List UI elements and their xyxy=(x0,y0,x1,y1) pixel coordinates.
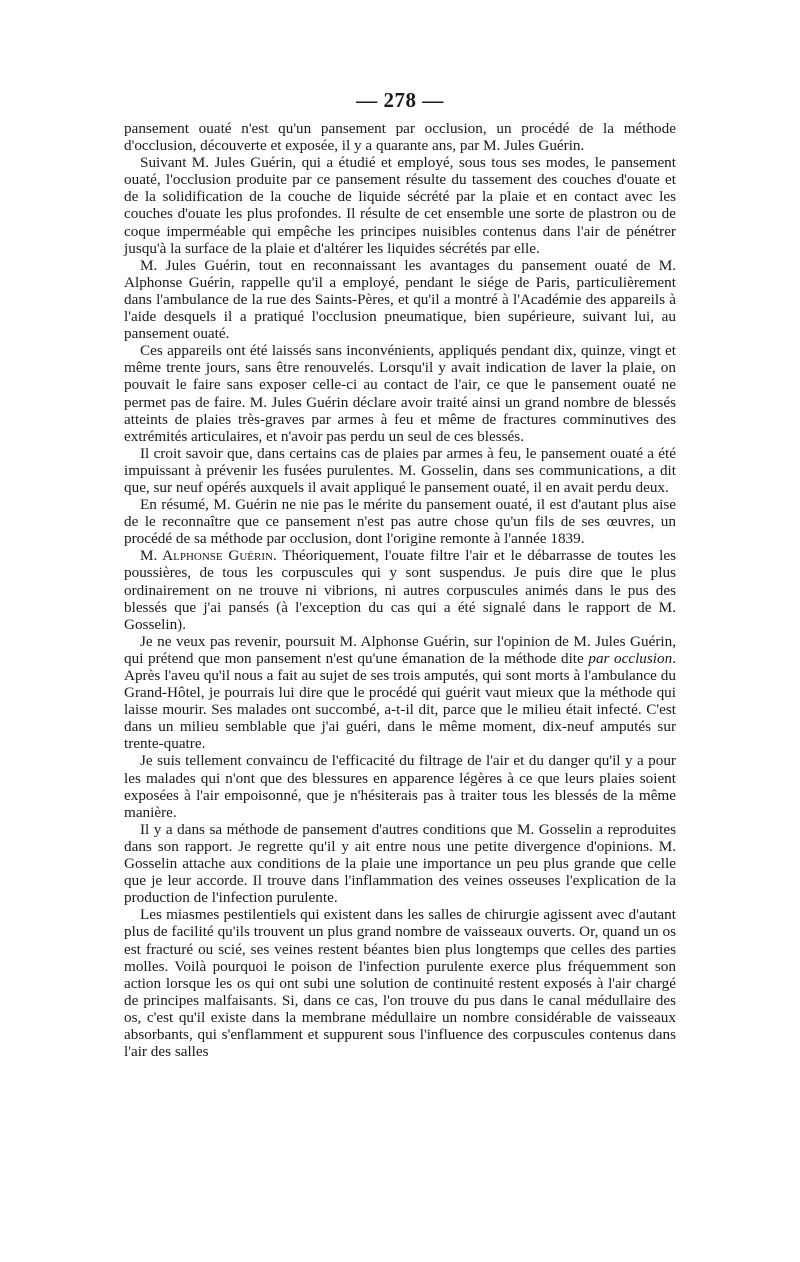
paragraph-9: Je suis tellement convaincu de l'efficacité du filtrage de l'air et du danger qu'il y a pour les malades qui n'ont que des blessures en apparence légères à ce que leurs plaies soient exposées à l'air empoisonné, que je n'hésiterais pas à traiter tous les blessés de la même manière. xyxy=(124,752,676,821)
paragraph-4: Ces appareils ont été laissés sans inconvénients, appliqués pendant dix, quinze, vingt et même trente jours, sans être renouvelés. Lorsqu'il y avait indication de laver la plaie, on pouvait le faire sans exposer celle-ci au contact de l'air, ce que le pansement ouaté ne permet pas de faire. M. Jules Guérin déclare avoir traité ainsi un grand nombre de blessés atteints de plaies très-graves par armes à feu et même de fractures comminutives des extrémités articulaires, et n'avoir pas perdu un seul de ces blessés. xyxy=(124,342,676,445)
paragraph-8-text-after: . Après l'aveu qu'il nous a fait au sujet de ses trois amputés, qui sont morts à l'ambulance du Grand-Hôtel, je pourrais lui dire que le procédé qui guérit vaut mieux que la méthode qui laisse mourir. Ses malades ont succombé, a-t-il dit, parce que le milieu était infecté. C'est dans un milieu semblable que j'ai guéri, dans le même moment, dix-neuf amputés sur trente-quatre. xyxy=(124,649,677,753)
page-number: — 278 — xyxy=(356,88,444,112)
paragraph-7-text: Théoriquement, l'ouate filtre l'air et le débarrasse de toutes les poussières, de tous les corpuscules qui y sont suspendus. Je puis dire que le plus ordinairement on ne trouve ni vibrions, ni autres corpuscules animés dans le pus des blessés que j'ai pansés (à l'exception du cas qui a été signalé dans le rapport de M. Gosselin). xyxy=(124,547,676,633)
paragraph-11: Les miasmes pestilentiels qui existent dans les salles de chirurgie agissent avec d'autant plus de facilité qu'ils trouvent un plus grand nombre de vaisseaux ouverts. Or, quand un os est fracturé ou scié, ses veines restent béantes bien plus longtemps que celles des parties molles. Voilà pourquoi le poison de l'infection purulente exerce plus fréquemment son action lorsque les os qui ont subi une solution de continuité restent exposés à l'air chargé de principes malfaisants. Si, dans ce cas, l'on trouve du pus dans le canal médullaire des os, c'est qu'il existe dans la membrane médullaire un nombre considérable de vaisseaux absorbants, qui s'enflamment et suppurent sous l'influence des corpuscules contenus dans l'air des salles xyxy=(124,906,676,1061)
paragraph-8-text-before: Je ne veux pas revenir, poursuit M. Alphonse Guérin, sur l'opinion de M. Jules Guérin, qui prétend que mon pansement n'est qu'une émanation de la méthode dite xyxy=(124,632,676,667)
paragraph-3: M. Jules Guérin, tout en reconnaissant les avantages du pansement ouaté de M. Alphonse Guérin, rappelle qu'il a employé, pendant le siége de Paris, particulièrement dans l'ambulance de la rue des Saints-Pères, et qu'il a montré à l'Académie des appareils à l'aide desquels il a pratiqué l'occlusion pneumatique, bien supérieure, suivant lui, au pansement ouaté. xyxy=(124,256,676,343)
paragraph-2: Suivant M. Jules Guérin, qui a étudié et employé, sous tous ses modes, le pansement ouaté, l'occlusion produite par ce pansement résulte du tassement des couches d'ouate et de la solidification de la couche de liquide sécrété par la plaie et en contact avec les couches d'ouate les plus profondes. Il résulte de cet ensemble une sorte de plastron ou de coque imperméable qui empêche les principes nuisibles contenus dans l'air de pénétrer jusqu'à la surface de la plaie et d'altérer les liquides sécrétés par elle. xyxy=(124,154,676,257)
paragraph-6: En résumé, M. Guérin ne nie pas le mérite du pansement ouaté, il est d'autant plus aise de le reconnaître que ce pansement n'est pas autre chose qu'un fils de ses œuvres, un procédé de sa méthode par occlusion, dont l'origine remonte à l'année 1839. xyxy=(124,496,676,548)
paragraph-8 xyxy=(124,633,676,753)
paragraph-5: Il croit savoir que, dans certains cas de plaies par armes à feu, le pansement ouaté a été impuissant à prévenir les fusées purulentes. M. Gosselin, dans ses communications, a dit que, sur neuf opérés auxquels il avait appliqué le pansement ouaté, il en avait perdu deux. xyxy=(124,444,676,496)
paragraph-1: pansement ouaté n'est qu'un pansement par occlusion, un procédé de la méthode d'occlusion, découverte et exposée, il y a quarante ans, par M. Jules Guérin. xyxy=(124,120,676,155)
speaker-name: M. Alphonse Guérin. xyxy=(140,547,277,565)
paragraph-8-italic: par occlusion xyxy=(588,649,673,667)
paragraph-10: Il y a dans sa méthode de pansement d'autres conditions que M. Gosselin a reproduites dans son rapport. Je regrette qu'il y ait entre nous une petite divergence d'opinions. M. Gosselin attache aux conditions de la plaie une importance un peu plus grande que celle que je leur accorde. Il trouve dans l'inflammation des veines osseuses l'explication de la production de l'infection purulente. xyxy=(124,820,676,907)
body-text xyxy=(124,120,676,1060)
paragraph-7 xyxy=(124,547,676,632)
